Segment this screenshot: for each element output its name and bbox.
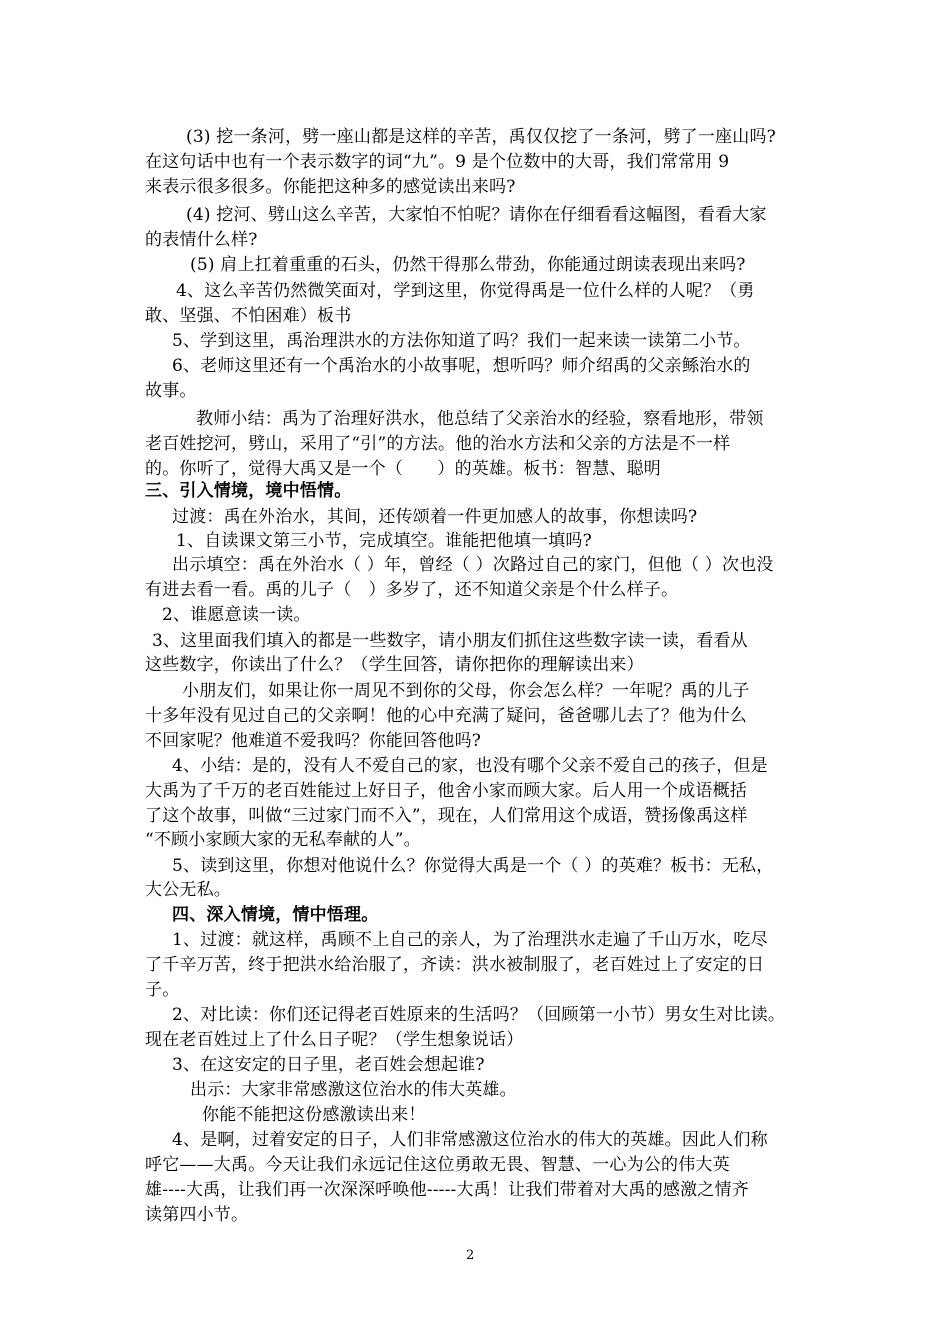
text-line: 2、对比读：你们还记得老百姓原来的生活吗？（回顾第一小节）男女生对比读。 — [172, 1005, 786, 1025]
text-line: 出示填空：禹在外治水（ ）年，曾经（ ）次路过自己的家门，但他（ ）次也没 — [172, 555, 774, 575]
text-line: 十多年没有见过自己的父亲啊！他的心中充满了疑问，爸爸哪儿去了？他为什么 — [145, 706, 747, 726]
text-line: 了千辛万苦，终于把洪水给治服了，齐读：洪水被制服了，老百姓过上了安定的日 — [145, 955, 765, 975]
text-line: 小朋友们，如果让你一周见不到你的父母，你会怎么样？一年呢？禹的儿子 — [182, 681, 750, 701]
text-line: (5) 肩上扛着重重的石头，仍然干得那么带劲，你能通过朗读表现出来吗? — [190, 255, 746, 275]
text-line: 这些数字，你读出了什么？（学生回答，请你把你的理解读出来） — [145, 655, 644, 675]
text-line: 过渡：禹在外治水，其间，还传颂着一件更加感人的故事，你想读吗? — [172, 507, 698, 527]
text-line: 大公无私。 — [145, 880, 231, 900]
text-line: 教师小结：禹为了治理好洪水，他总结了父亲治水的经验，察看地形，带领 — [196, 409, 764, 429]
text-line: 4、这么辛苦仍然微笑面对，学到这里，你觉得禹是一位什么样的人呢？（勇 — [176, 281, 755, 301]
section-heading: 三、引入情境，境中悟情。 — [145, 481, 352, 501]
text-line: 1、过渡：就这样，禹顾不上自己的亲人，为了治理洪水走遍了千山万水，吃尽 — [172, 930, 768, 950]
text-line: 呼它——大禹。今天让我们永远记住这位勇敢无畏、智慧、一心为公的伟大英 — [145, 1155, 730, 1175]
text-line: 雄----大禹，让我们再一次深深呼唤他-----大禹！让我们带着对大禹的感激之情齐 — [145, 1180, 749, 1200]
text-line: 敢、坚强、不怕困难）板书 — [145, 306, 352, 326]
text-line: 不回家呢？他难道不爱我吗？你能回答他吗? — [145, 731, 482, 751]
text-line: (3) 挖一条河，劈一座山都是这样的辛苦，禹仅仅挖了一条河，劈了一座山吗? — [186, 127, 776, 147]
text-line: 大禹为了千万的老百姓能过上好日子，他舍小家而顾大家。后人用一个成语概括 — [145, 781, 747, 801]
text-line: 4、小结：是的，没有人不爱自己的家，也没有哪个父亲不爱自己的孩子，但是 — [172, 756, 768, 776]
text-line: 6、老师这里还有一个禹治水的小故事呢，想听吗？师介绍禹的父亲鲧治水的 — [172, 356, 751, 376]
text-line: 的表情什么样? — [145, 230, 258, 250]
text-line: 出示：大家非常感激这位治水的伟大英雄。 — [190, 1080, 517, 1100]
text-line: 老百姓挖河，劈山，采用了“引”的方法。他的治水方法和父亲的方法是不一样 — [145, 434, 731, 454]
text-line: 的。你听了，觉得大禹又是一个（ ）的英雄。板书：智慧、聪明 — [145, 459, 661, 479]
text-line: 有进去看一看。禹的儿子（ ）多岁了，还不知道父亲是个什么样子。 — [145, 580, 679, 600]
text-line: 5、学到这里，禹治理洪水的方法你知道了吗？我们一起来读一读第二小节。 — [172, 331, 751, 351]
page-number: 2 — [466, 1248, 475, 1263]
text-line: (4) 挖河、劈山这么辛苦，大家怕不怕呢？请你在仔细看看这幅图，看看大家 — [186, 205, 767, 225]
text-line: 5、读到这里，你想对他说什么？你觉得大禹是一个（ ）的英难？板书：无私， — [172, 856, 774, 876]
text-line: 1、自读课文第三小节，完成填空。谁能把他填一填吗? — [176, 531, 592, 551]
text-line: 现在老百姓过上了什么日子呢？（学生想象说话） — [145, 1030, 524, 1050]
text-line: 来表示很多很多。你能把这种多的感觉读出来吗? — [145, 177, 516, 197]
text-line: 3、这里面我们填入的都是一些数字，请小朋友们抓住这些数字读一读，看看从 — [152, 631, 748, 651]
text-line: 4、是啊，过着安定的日子，人们非常感激这位治水的伟大的英雄。因此人们称 — [172, 1130, 768, 1150]
text-line: 在这句话中也有一个表示数字的词“九”。9 是个位数中的大哥，我们常常用 9 — [145, 152, 730, 172]
text-line: 故事。 — [145, 381, 197, 401]
text-line: 了这个故事，叫做“三过家门而不入”，现在，人们常用这个成语，赞扬像禹这样 — [145, 806, 748, 826]
text-line: “不顾小家顾大家的无私奉献的人”。 — [145, 830, 421, 850]
text-line: 子。 — [145, 980, 180, 1000]
text-line: 读第四小节。 — [145, 1205, 249, 1225]
text-line: 你能不能把这份感激读出来！ — [202, 1105, 426, 1125]
section-heading: 四、深入情境，情中悟理。 — [172, 905, 379, 925]
text-line: 2、谁愿意读一读。 — [162, 605, 311, 625]
text-line: 3、在这安定的日子里，老百姓会想起谁? — [172, 1055, 485, 1075]
